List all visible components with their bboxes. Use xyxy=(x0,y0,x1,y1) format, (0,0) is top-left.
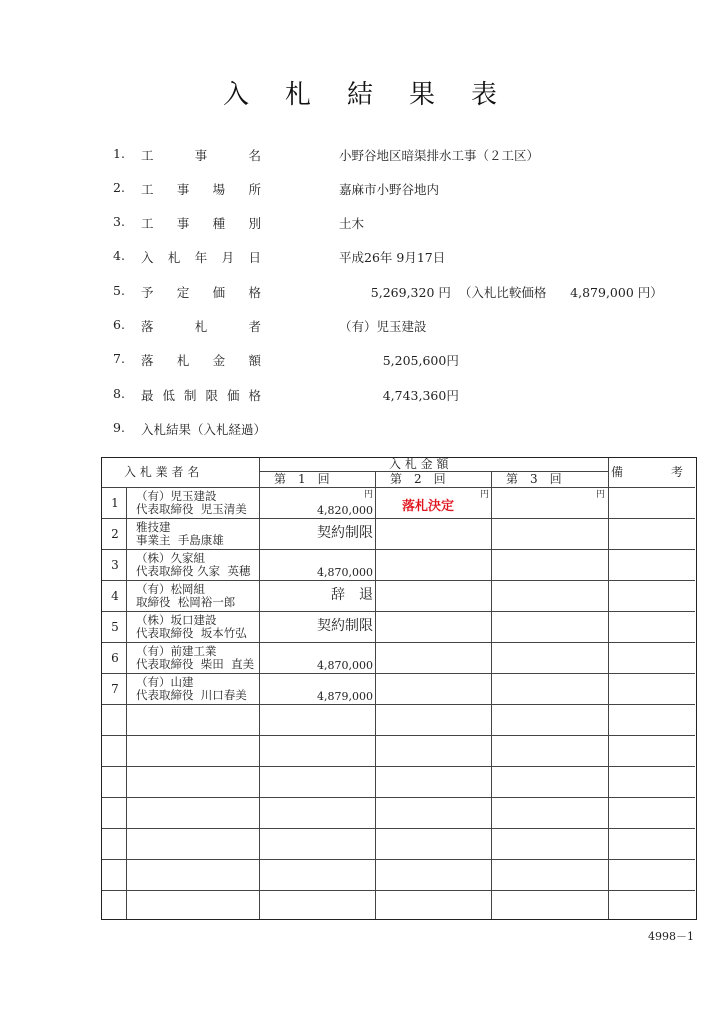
info-row-project-name xyxy=(0,144,720,166)
info-label: 工事場所 xyxy=(141,182,261,197)
round3-column-line xyxy=(608,458,609,919)
bid-amount-round-1: 4,870,000 xyxy=(317,566,373,579)
bid-results-table xyxy=(101,457,697,920)
row-line xyxy=(102,518,695,519)
header-round-1: 第 1 回 xyxy=(274,472,330,486)
company-name: 雅技建 xyxy=(136,520,171,534)
representative: 取締役 松岡裕一郎 xyxy=(136,595,236,609)
bid-amount-round-1: 4,820,000 xyxy=(317,504,373,517)
representative: 代表取締役 柴田 直美 xyxy=(136,657,255,671)
info-value: 嘉麻市小野谷地内 xyxy=(339,182,440,197)
row-number: 7 xyxy=(111,682,119,696)
bid-status-round-1: 辞 退 xyxy=(331,587,373,603)
page-title: 入札結果表 xyxy=(222,80,533,110)
row-number: 1 xyxy=(111,496,119,510)
info-row-bid-date xyxy=(0,246,720,268)
info-value: 小野谷地区暗渠排水工事（２工区） xyxy=(339,148,540,163)
header-bid-amount: 入 札 金 額 xyxy=(389,457,449,471)
header-bidder-name: 入 札 業 者 名 xyxy=(124,465,200,479)
row-line xyxy=(102,859,695,860)
round2-column-line xyxy=(491,471,492,919)
company-name: （株）坂口建設 xyxy=(136,613,217,627)
row-line xyxy=(102,890,695,891)
info-value: （有）児玉建設 xyxy=(339,319,427,334)
row-number: 4 xyxy=(111,589,119,603)
header-round-2: 第 2 回 xyxy=(390,472,446,486)
yen-unit-round-2: 円 xyxy=(480,490,490,500)
representative: 事業主 手島康雄 xyxy=(136,533,224,547)
company-name: （有）前建工業 xyxy=(136,644,217,658)
info-value: 5,205,600円 xyxy=(339,353,459,368)
page-number: 4998－1 xyxy=(648,930,694,943)
info-row-winner xyxy=(0,315,720,337)
bid-amount-round-1: 4,870,000 xyxy=(317,659,373,672)
bidder-column-line xyxy=(259,458,260,919)
header-bottom-line xyxy=(102,487,695,488)
row-line xyxy=(102,704,695,705)
info-value: 5,269,320 円 （入札比較価格 4,879,000 円） xyxy=(339,285,663,300)
info-label: 予定価格 xyxy=(141,285,261,300)
round1-column-line xyxy=(375,471,376,919)
row-line xyxy=(102,549,695,550)
representative: 代表取締役 児玉清美 xyxy=(136,502,247,516)
info-number: 9. xyxy=(113,420,125,435)
representative: 代表取締役 川口春美 xyxy=(136,688,247,702)
info-number: 8. xyxy=(113,386,125,401)
winning-bid-label: 落札決定 xyxy=(402,499,455,514)
representative: 代表取締役 久家 英穂 xyxy=(136,564,251,578)
bid-status-round-1: 契約制限 xyxy=(317,525,373,541)
row-number: 5 xyxy=(111,620,119,634)
yen-unit-round-1: 円 xyxy=(364,490,374,500)
row-line xyxy=(102,580,695,581)
row-line xyxy=(102,673,695,674)
bid-amount-round-1: 4,879,000 xyxy=(317,690,373,703)
info-number: 5. xyxy=(113,283,125,298)
row-number: 6 xyxy=(111,651,119,665)
info-row-bid-results xyxy=(0,418,720,440)
company-name: （株）久家組 xyxy=(136,551,205,565)
info-label: 入札結果（入札経過） xyxy=(141,422,267,437)
row-number: 3 xyxy=(111,558,119,572)
info-number: 6. xyxy=(113,317,125,332)
info-number: 3. xyxy=(113,214,125,229)
info-value: 平成26年 9月17日 xyxy=(339,250,446,265)
info-label: 落札者 xyxy=(141,319,261,334)
info-label: 入札年月日 xyxy=(141,250,261,265)
header-remarks: 備 考 xyxy=(611,465,684,479)
row-line xyxy=(102,797,695,798)
company-name: （有）児玉建設 xyxy=(136,489,217,503)
info-label: 工事種別 xyxy=(141,216,261,231)
row-line xyxy=(102,828,695,829)
company-name: （有）山建 xyxy=(136,675,194,689)
info-row-planned-price xyxy=(0,281,720,303)
index-column-line xyxy=(126,487,127,919)
info-number: 4. xyxy=(113,248,125,263)
bid-status-round-1: 契約制限 xyxy=(317,618,373,634)
info-label: 工事名 xyxy=(141,148,261,163)
info-number: 1. xyxy=(113,146,125,161)
row-line xyxy=(102,766,695,767)
row-line xyxy=(102,642,695,643)
info-row-work-type xyxy=(0,212,720,234)
info-row-location xyxy=(0,178,720,200)
row-number: 2 xyxy=(111,527,119,541)
info-value: 土木 xyxy=(339,216,365,231)
yen-unit-round-3: 円 xyxy=(596,490,606,500)
company-name: （有）松岡組 xyxy=(136,582,205,596)
row-line xyxy=(102,735,695,736)
info-label: 落札金額 xyxy=(141,353,261,368)
row-line xyxy=(102,611,695,612)
info-number: 7. xyxy=(113,351,125,366)
info-number: 2. xyxy=(113,180,125,195)
info-label: 最低制限価格 xyxy=(141,388,261,403)
info-value: 4,743,360円 xyxy=(339,388,459,403)
info-row-minimum-price xyxy=(0,384,720,406)
info-row-winning-amount xyxy=(0,349,720,371)
header-round-3: 第 3 回 xyxy=(506,472,562,486)
representative: 代表取締役 坂本竹弘 xyxy=(136,626,247,640)
